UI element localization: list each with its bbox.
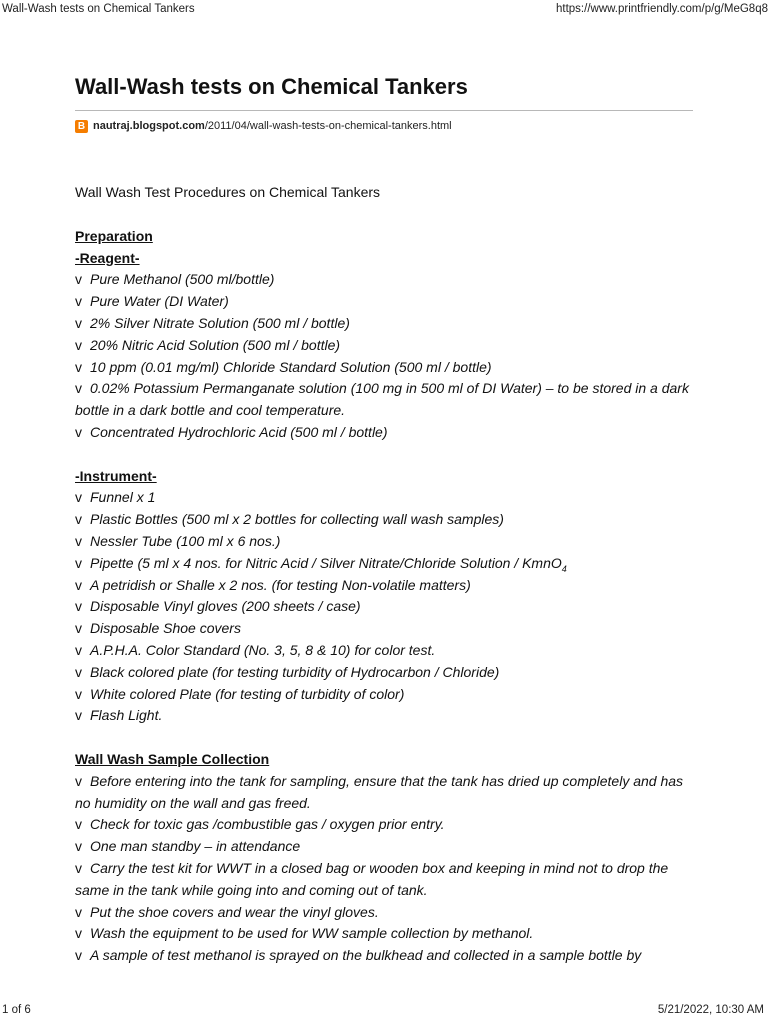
collection-list	[75, 771, 693, 967]
instrument-text: White colored Plate (for testing of turbidity of color)	[90, 685, 405, 702]
list-item	[75, 684, 693, 706]
bullet: v	[75, 358, 82, 375]
bullet: v	[75, 380, 82, 397]
instrument-text: Disposable Vinyl gloves (200 sheets / case)	[90, 598, 361, 615]
page-number: 1 of 6	[2, 1004, 31, 1016]
list-item	[75, 945, 693, 967]
source-path: /2011/04/wall-wash-tests-on-chemical-tankers.html	[204, 120, 452, 132]
instrument-text: A petridish or Shalle x 2 nos. (for testing Non-volatile matters)	[90, 576, 471, 593]
instrument-text: Disposable Shoe covers	[90, 620, 241, 637]
list-item	[75, 553, 693, 575]
bullet: v	[75, 641, 82, 658]
reagent-text: 20% Nitric Acid Solution (500 ml / bottle)	[90, 336, 341, 353]
list-item	[75, 902, 693, 924]
bullet: v	[75, 554, 82, 571]
preparation-heading: Preparation	[75, 227, 153, 244]
collection-step-text: One man standby – in attendance	[90, 838, 301, 855]
article	[75, 72, 693, 967]
intro-text: Wall Wash Test Procedures on Chemical Tankers	[75, 184, 381, 200]
collection-step-text: Before entering into the tank for sampling, ensure that the tank has dried up completely and has no humidity on the wall and gas freed.	[75, 772, 684, 811]
list-item	[75, 618, 693, 640]
reagent-text: Concentrated Hydrochloric Acid (500 ml / bottle)	[90, 423, 388, 440]
blogger-icon: B	[75, 120, 88, 133]
article-title: Wall-Wash tests on Chemical Tankers	[75, 72, 693, 111]
reagent-heading: -Reagent-	[75, 249, 140, 266]
bullet: v	[75, 489, 82, 506]
list-item	[75, 814, 693, 836]
reagent-text: 2% Silver Nitrate Solution (500 ml / bottle)	[90, 314, 350, 331]
bullet: v	[75, 707, 82, 724]
source-line	[75, 117, 693, 135]
subscript: 4	[561, 563, 567, 574]
list-item	[75, 422, 693, 444]
list-item	[75, 335, 693, 357]
list-item	[75, 662, 693, 684]
instrument-text: Black colored plate (for testing turbidity of Hydrocarbon / Chloride)	[90, 663, 500, 680]
reagent-text: Pure Water (DI Water)	[90, 293, 229, 310]
instrument-text: Nessler Tube (100 ml x 6 nos.)	[90, 532, 281, 549]
list-item	[75, 640, 693, 662]
list-item	[75, 858, 693, 902]
collection-step-text: A sample of test methanol is sprayed on the bulkhead and collected in a sample bottle by	[90, 947, 642, 964]
instrument-list	[75, 487, 693, 727]
print-datetime: 5/21/2022, 10:30 AM	[657, 1004, 764, 1016]
print-header-title: Wall-Wash tests on Chemical Tankers	[2, 3, 195, 15]
reagent-text: 10 ppm (0.01 mg/ml) Chloride Standard Solution (500 ml / bottle)	[90, 358, 492, 375]
reagent-list	[75, 269, 693, 443]
bullet: v	[75, 685, 82, 702]
list-item	[75, 531, 693, 553]
bullet: v	[75, 336, 82, 353]
list-item	[75, 575, 693, 597]
bullet: v	[75, 532, 82, 549]
list-item	[75, 596, 693, 618]
bullet: v	[75, 947, 82, 964]
bullet: v	[75, 576, 82, 593]
source-link[interactable]	[93, 120, 452, 132]
source-domain: nautraj.blogspot.com	[93, 120, 205, 132]
bullet: v	[75, 314, 82, 331]
instrument-text: Flash Light.	[90, 707, 163, 724]
collection-step-text: Carry the test kit for WWT in a closed bag or wooden box and keeping in mind not to drop the same in the tank while going into and coming out of tank.	[75, 859, 669, 898]
reagent-text: Pure Methanol (500 ml/bottle)	[90, 271, 275, 288]
list-item	[75, 291, 693, 313]
bullet: v	[75, 511, 82, 528]
bullet: v	[75, 663, 82, 680]
collection-step-text: Check for toxic gas /combustible gas / oxygen prior entry.	[90, 816, 445, 833]
bullet: v	[75, 620, 82, 637]
instrument-text: Plastic Bottles (500 ml x 2 bottles for collecting wall wash samples)	[90, 511, 504, 528]
bullet: v	[75, 271, 82, 288]
bullet: v	[75, 598, 82, 615]
collection-step-text: Wash the equipment to be used for WW sample collection by methanol.	[90, 925, 534, 942]
instrument-text: Pipette (5 ml x 4 nos. for Nitric Acid / Silver Nitrate/Chloride Solution / KmnO	[90, 554, 562, 571]
bullet: v	[75, 903, 82, 920]
instrument-text: Funnel x 1	[90, 489, 156, 506]
list-item	[75, 771, 693, 815]
bullet: v	[75, 859, 82, 876]
bullet: v	[75, 838, 82, 855]
instrument-heading: -Instrument-	[75, 467, 157, 484]
list-item	[75, 313, 693, 335]
list-item	[75, 836, 693, 858]
bullet: v	[75, 816, 82, 833]
bullet: v	[75, 772, 82, 789]
collection-heading: Wall Wash Sample Collection	[75, 750, 270, 767]
list-item	[75, 509, 693, 531]
list-item	[75, 269, 693, 291]
bullet: v	[75, 293, 82, 310]
collection-step-text: Put the shoe covers and wear the vinyl gloves.	[90, 903, 379, 920]
instrument-text: A.P.H.A. Color Standard (No. 3, 5, 8 & 10) for color test.	[90, 641, 436, 658]
list-item	[75, 487, 693, 509]
list-item	[75, 378, 693, 422]
reagent-text: 0.02% Potassium Permanganate solution (100 mg in 500 ml of DI Water) – to be stored in a dark bottle in a dark bottle and cool temperature.	[75, 380, 689, 419]
list-item	[75, 923, 693, 945]
bullet: v	[75, 925, 82, 942]
list-item	[75, 357, 693, 379]
print-header-url: https://www.printfriendly.com/p/g/MeG8q8	[556, 3, 768, 15]
bullet: v	[75, 423, 82, 440]
list-item	[75, 705, 693, 727]
